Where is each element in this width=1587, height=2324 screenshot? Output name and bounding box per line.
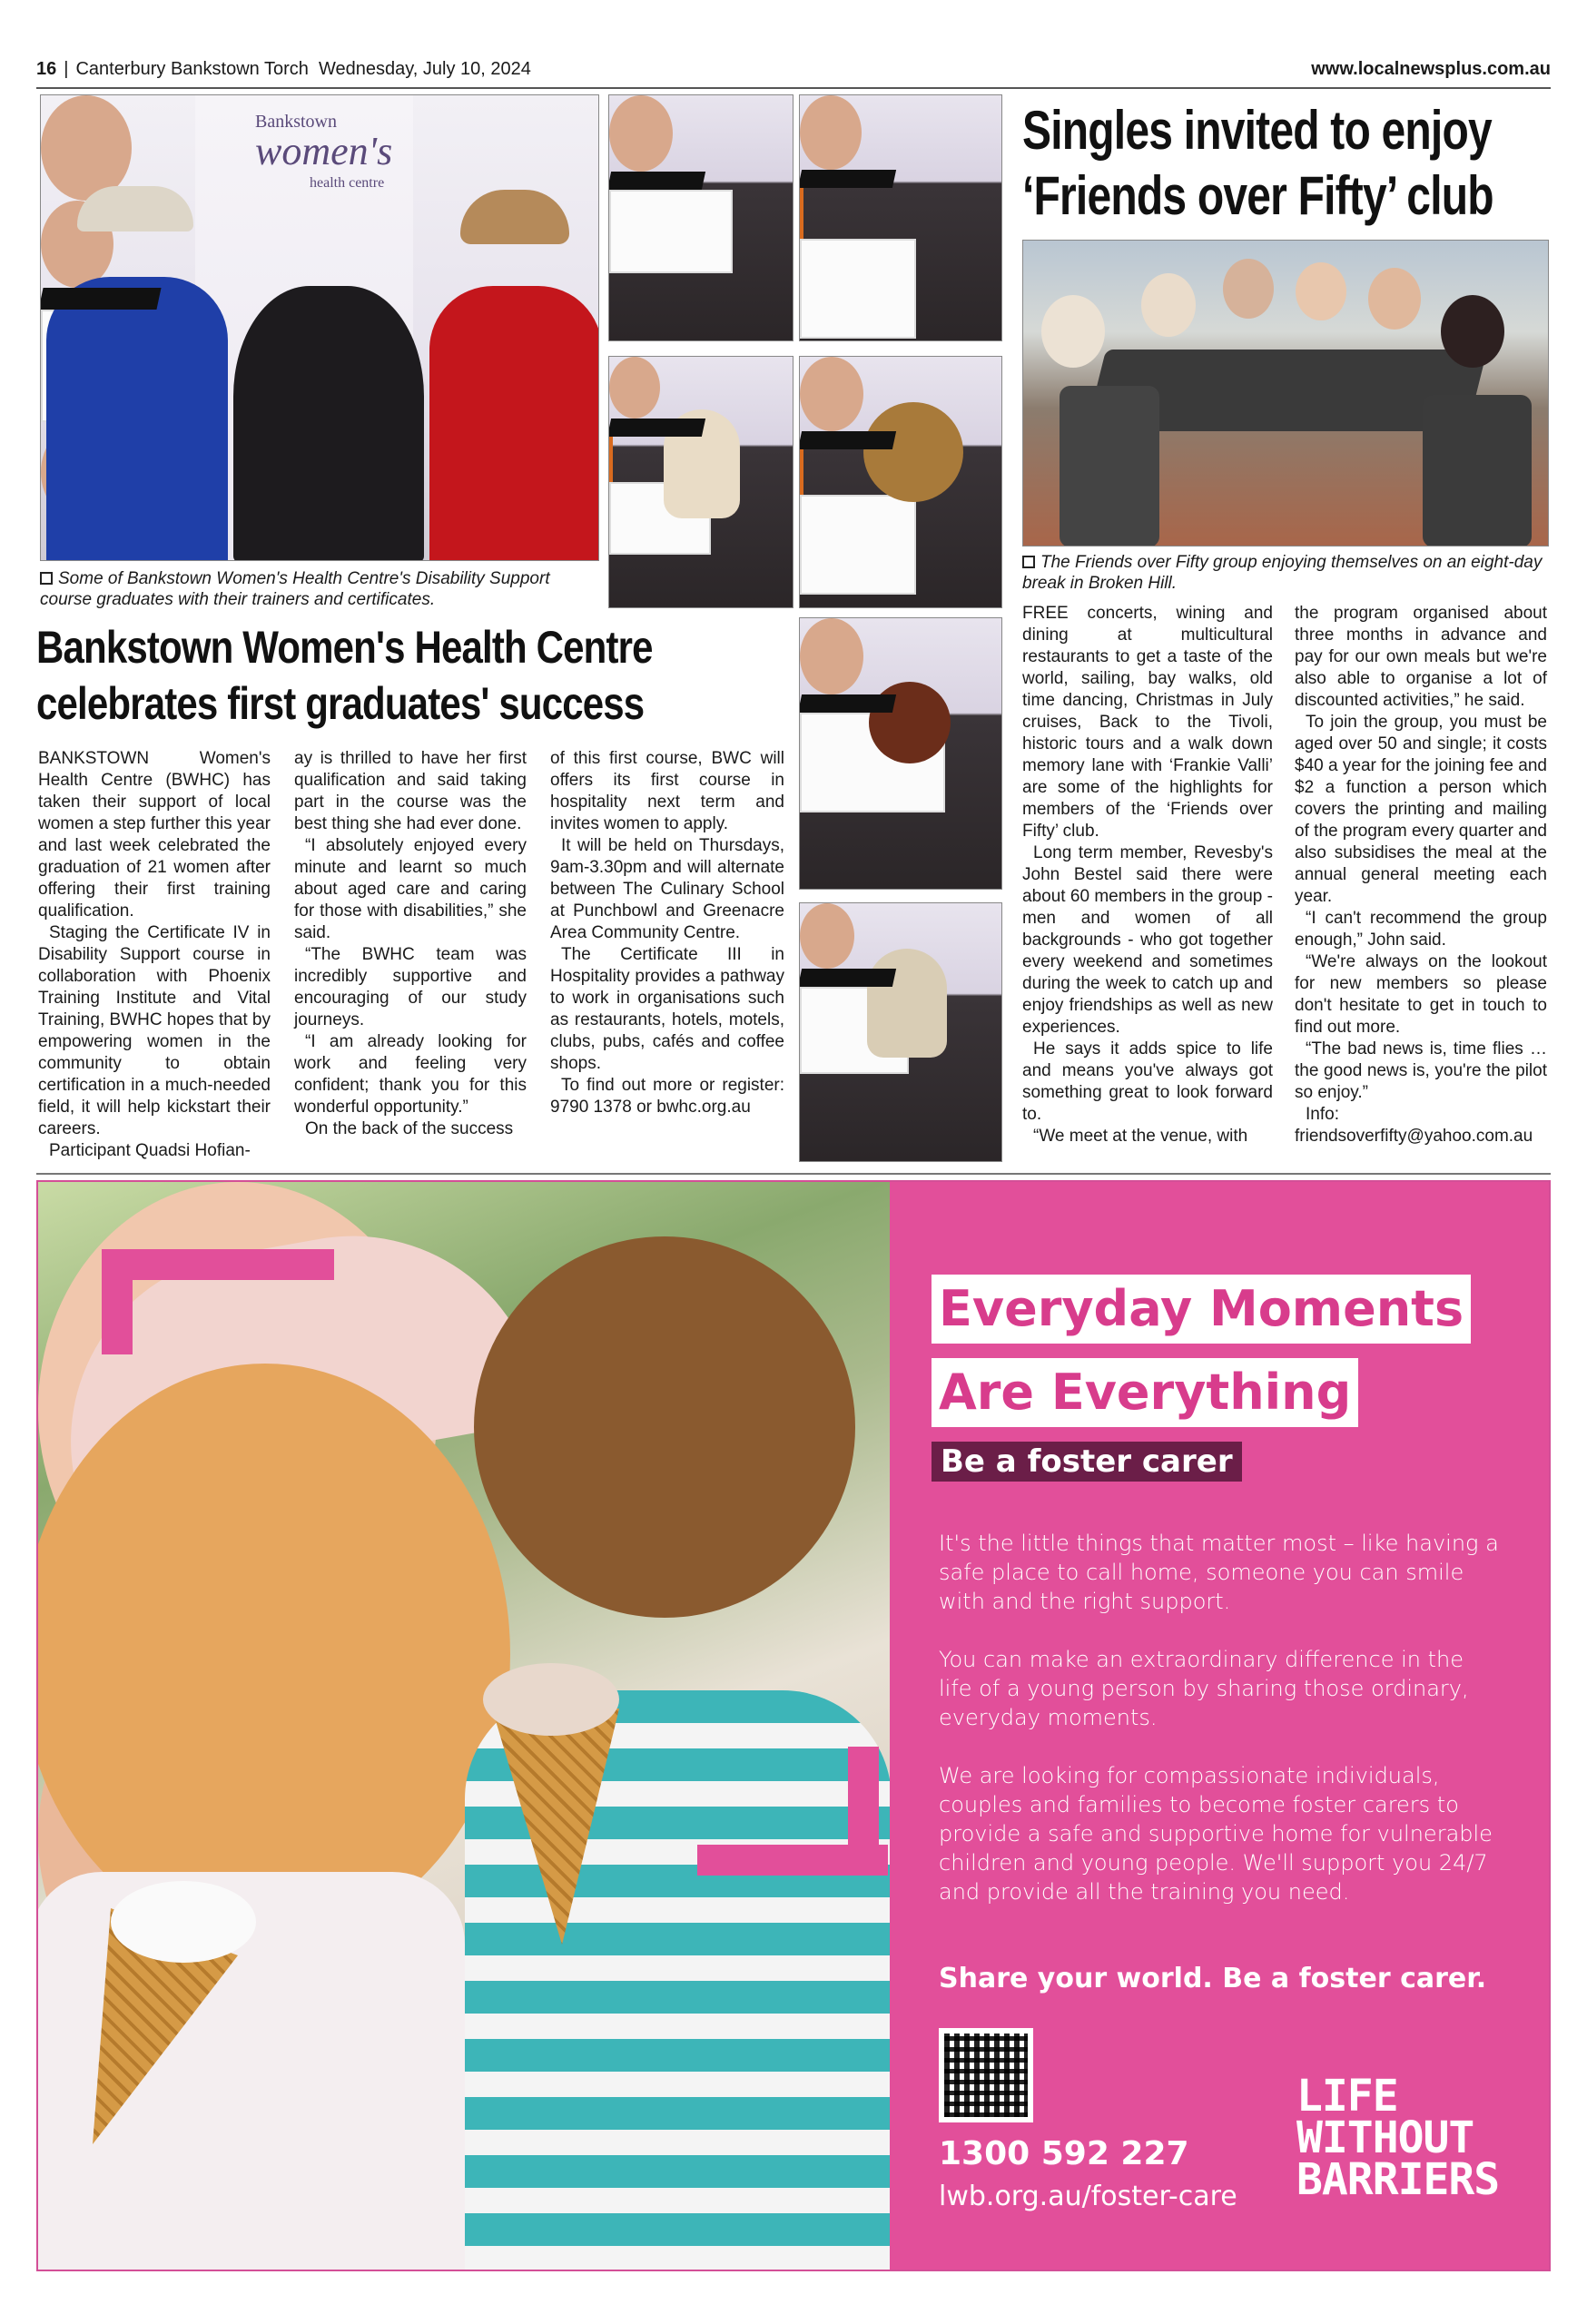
paragraph: of this first course, BWC will offers its first course in hospitality next term and invites women to apply. <box>550 749 784 833</box>
mortarboard-cap <box>40 288 162 310</box>
mortarboard-cap <box>799 170 896 188</box>
boy-hair <box>474 1236 855 1618</box>
headscarf <box>867 949 947 1058</box>
graduate-photo-1 <box>608 94 794 341</box>
mortarboard-cap <box>799 694 896 713</box>
paragraph: It will be held on Thursdays, 9am-3.30pm and will alternate between The Culinary School at Punchbowl and Greenacre Area Community Centre. <box>550 836 784 942</box>
ad-website-link[interactable]: lwb.org.au/foster-care <box>939 2181 1237 2212</box>
paragraph: BANKSTOWN Women's Health Centre (BWHC) has taken their support of local women a step further this year and last week celebrated the graduation of 21 women after offering their first training qualification. <box>38 749 271 921</box>
paragraph: On the back of the success <box>305 1119 514 1138</box>
tassel <box>800 188 803 239</box>
face <box>800 95 862 170</box>
mortarboard-cap <box>608 419 705 437</box>
graduate-photo-5 <box>799 617 1002 890</box>
mortarboard-cap <box>608 172 705 190</box>
mortarboard-cap <box>799 969 896 987</box>
face <box>800 903 854 969</box>
ad-paragraph: You can make an extraordinary difference in the life of a young person by sharing those ordinary, everyday moments. <box>939 1647 1469 1730</box>
banner-text-3: health centre <box>310 175 385 191</box>
face <box>800 618 863 694</box>
paragraph: “I absolutely enjoyed every minute and learnt so much about aged care and caring for those with disabilities,” she said. <box>294 836 527 942</box>
person <box>1296 262 1346 320</box>
person <box>1223 259 1274 319</box>
website-link[interactable]: www.localnewsplus.com.au <box>1311 59 1551 79</box>
banner-text-2: women's <box>255 129 393 173</box>
hair <box>460 190 569 244</box>
paragraph: The Certificate III in Hospitality provides a pathway to work in organisations such as restaurants, hotels, motels, clubs, pubs, cafés and coffee shops. <box>550 945 784 1073</box>
fof-headline-line2: ‘Friends over Fifty’ club <box>1022 165 1493 226</box>
fof-headline <box>1022 98 1558 229</box>
bwhc-headline <box>36 619 790 732</box>
bracket-top-vertical <box>102 1249 133 1354</box>
fof-column-1 <box>1022 603 1273 1147</box>
paragraph: “The bad news is, time flies … the good news is, you're the pilot so enjoy.” <box>1295 1039 1547 1102</box>
paragraph: FREE concerts, wining and dining at multicultural restaurants to get a taste of the world, sailing, bay walks, old time dancing, Christmas in July cruises, Back to the Tivoli, historic tours and a walk down memory lane with ‘Frankie Valli’ are some of the highlights for members of the ‘Friends over Fifty’ club. <box>1022 604 1273 841</box>
face <box>41 95 132 201</box>
certificate <box>800 495 916 595</box>
header-left: 16 | Canterbury Bankstown Torch Wednesday, July 10, 2024 <box>36 59 531 79</box>
person <box>1368 268 1421 330</box>
face <box>609 95 673 172</box>
bracket-bottom-vertical <box>848 1747 879 1876</box>
chair <box>1060 386 1159 547</box>
ad-paragraph: It's the little things that matter most – like having a safe place to call home, someone you can smile with and the right support. <box>939 1531 1499 1614</box>
bwhc-group-photo <box>40 94 599 561</box>
issue-date: Wednesday, July 10, 2024 <box>319 59 531 79</box>
bwhc-photo-caption <box>40 568 603 610</box>
hair <box>77 186 193 231</box>
person <box>1141 273 1196 337</box>
page-header <box>36 53 1551 89</box>
graduate-gown <box>233 286 424 561</box>
paragraph: Long term member, Revesby's John Bestel said there were about 60 members in the group - men and women of all backgrounds - who got together every weekend and sometimes during the week to catch up and enjoy friendships as well as new experiences. <box>1022 843 1273 1037</box>
graduate-photo-3 <box>608 356 794 608</box>
tassel <box>609 437 613 482</box>
fof-photo-caption <box>1022 552 1549 594</box>
ad-subtitle: Be a foster carer <box>932 1442 1242 1482</box>
bracket-top-horizontal <box>102 1249 334 1280</box>
person-trainer-red <box>429 286 599 561</box>
paragraph: ay is thrilled to have her first qualification and said taking part in the course was the best thing she had ever done. <box>294 749 527 833</box>
bwhc-headline-line2: celebrates first graduates' success <box>36 678 645 729</box>
paragraph: “I am already looking for work and feeling very confident; thank you for this wonderful opportunity.” <box>294 1032 527 1117</box>
person <box>1441 295 1504 368</box>
caption-marker-icon <box>1022 556 1035 568</box>
paragraph: He says it adds spice to life and means you've always got something great to look forward to. <box>1022 1039 1273 1124</box>
children-ice-cream-photo <box>38 1182 890 2270</box>
logo-line: LIFE <box>1296 2071 1398 2122</box>
foster-carer-advertisement[interactable] <box>36 1180 1551 2271</box>
paragraph: Info: friendsoverfifty@yahoo.com.au <box>1295 1105 1533 1146</box>
bwhc-column-3 <box>550 748 784 1118</box>
bwhc-column-1 <box>38 748 271 1162</box>
paragraph: Staging the Certificate IV in Disability Support course in collaboration with Phoenix Training Institute and Vital Training, BWHC hopes that by empowering women in the community to obtain certification in a much-needed field, it will help kickstart their careers. <box>38 923 271 1138</box>
ad-text-panel <box>890 1182 1549 2270</box>
graduate-photo-4 <box>799 356 1002 608</box>
bwhc-column-2 <box>294 748 527 1140</box>
person <box>1041 295 1105 368</box>
girl-hair <box>38 1364 510 1945</box>
face <box>800 357 863 431</box>
ad-paragraph: We are looking for compassionate individuals, couples and families to become foster carers to provide a safe and supportive home for vulnerable children and young people. We'll support you 24/7 and provide all the training you need. <box>939 1763 1493 1905</box>
banner-text-1: Bankstown <box>255 112 337 132</box>
caption-marker-icon <box>40 572 53 585</box>
section-divider <box>36 1173 1551 1175</box>
paragraph: “We meet at the venue, with <box>1033 1127 1248 1146</box>
paragraph: “I can't recommend the group enough,” John said. <box>1295 909 1547 950</box>
graduate-photo-6 <box>799 902 1002 1162</box>
person-trainer-blue <box>46 277 228 561</box>
certificate <box>609 190 733 273</box>
qr-code-icon[interactable] <box>939 2028 1033 2122</box>
paragraph: To find out more or register: 9790 1378 or bwhc.org.au <box>550 1076 784 1117</box>
hair <box>863 402 963 502</box>
face <box>609 357 660 419</box>
ad-tagline: Share your world. Be a foster carer. <box>939 1963 1487 1994</box>
fof-group-photo <box>1022 240 1549 547</box>
graduate-photo-2 <box>799 94 1002 341</box>
ad-title-line2: Are Everything <box>932 1358 1358 1427</box>
fof-caption-text: The Friends over Fifty group enjoying themselves on an eight-day break in Broken Hill. <box>1022 553 1543 593</box>
ad-body-text <box>939 1529 1502 1935</box>
bwhc-headline-line1: Bankstown Women's Health Centre <box>36 622 653 673</box>
paragraph: “The BWHC team was incredibly supportive and encouraging of our study journeys. <box>294 945 527 1029</box>
paragraph: To join the group, you must be aged over 50 and single; it costs $40 a year for the joining fee and $2 a function a person which covers the printing and mailing of the program every quarter and also subsidises the meal at the annual general meeting each year. <box>1295 713 1547 906</box>
ice-cream-scoop <box>111 1881 256 1963</box>
logo-line: WITHOUT <box>1296 2112 1474 2163</box>
chair <box>1423 395 1532 547</box>
paragraph: the program organised about three months in advance and pay for our own meals but we're also able to organise a lot of discounted activities,” he said. <box>1295 604 1547 710</box>
fof-column-2 <box>1295 603 1547 1147</box>
fof-headline-line1: Singles invited to enjoy <box>1022 100 1492 161</box>
ice-cream-scoop <box>483 1663 619 1736</box>
mortarboard-cap <box>799 431 896 449</box>
lwb-logo <box>1296 2071 1500 2205</box>
tassel <box>800 449 803 495</box>
ad-phone-number[interactable]: 1300 592 227 <box>939 2135 1189 2172</box>
page-number: 16 <box>36 59 57 79</box>
paragraph: “We're always on the lookout for new members so please don't hesitate to get in touch to find out more. <box>1295 952 1547 1037</box>
certificate <box>800 239 916 339</box>
logo-line: BARRIERS <box>1296 2154 1500 2205</box>
ad-title-line1: Everyday Moments <box>932 1275 1471 1344</box>
paragraph: Participant Quadsi Hofian- <box>49 1141 251 1160</box>
bwhc-caption-text: Some of Bankstown Women's Health Centre's Disability Support course graduates with their trainers and certificates. <box>40 569 550 609</box>
publication-name: Canterbury Bankstown Torch <box>75 59 309 79</box>
